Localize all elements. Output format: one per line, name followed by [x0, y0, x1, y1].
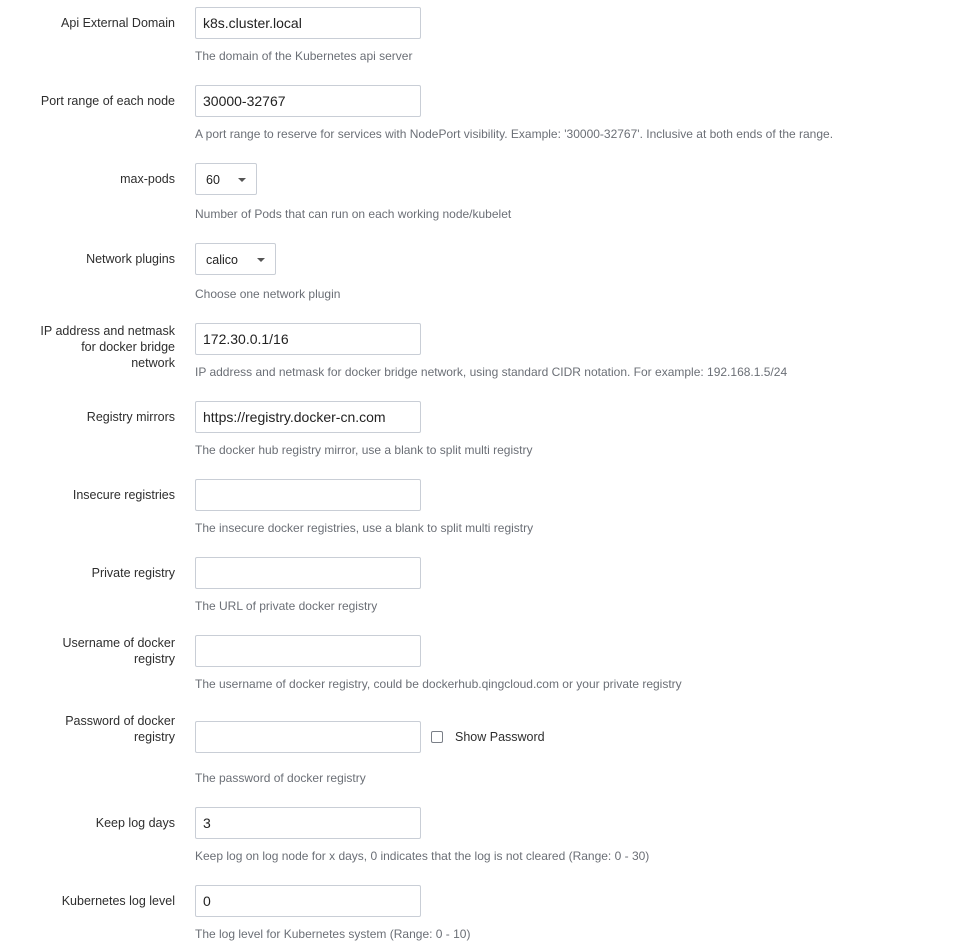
docker-bridge-label-line-2: for docker bridge — [81, 340, 175, 354]
show-password-label[interactable]: Show Password — [455, 730, 545, 744]
docker-bridge-label-line-1: IP address and netmask — [40, 324, 175, 338]
network-plugins-selected-value: calico — [206, 253, 238, 267]
k8s-log-level-label: Kubernetes log level — [61, 894, 175, 908]
insecure-registries-input[interactable] — [195, 479, 421, 511]
api-external-domain-input[interactable]: k8s.cluster.local — [195, 7, 421, 39]
port-range-help: A port range to reserve for services with NodePort visibility. Example: '30000-32767'. Inclusive at both ends of the range. — [195, 127, 834, 141]
max-pods-label: max-pods — [120, 172, 175, 186]
registry-username-label — [0, 635, 175, 667]
docker-bridge-help: IP address and netmask for docker bridge network, using standard CIDR notation. For example: 192.168.1.5/24 — [195, 365, 788, 379]
k8s-log-level-input[interactable]: 0 — [195, 885, 421, 917]
max-pods-help: Number of Pods that can run on each working node/kubelet — [195, 207, 512, 221]
registry-password-help: The password of docker registry — [195, 771, 366, 785]
insecure-registries-label: Insecure registries — [72, 488, 175, 502]
registry-mirrors-input[interactable]: https://registry.docker-cn.com — [195, 401, 421, 433]
network-plugins-select[interactable] — [195, 243, 276, 275]
network-plugins-help: Choose one network plugin — [195, 287, 341, 301]
keep-log-days-input[interactable]: 3 — [195, 807, 421, 839]
insecure-registries-help: The insecure docker registries, use a blank to split multi registry — [195, 521, 534, 535]
api-external-domain-label: Api External Domain — [61, 16, 175, 30]
private-registry-help: The URL of private docker registry — [195, 599, 378, 613]
port-range-input[interactable]: 30000-32767 — [195, 85, 421, 117]
keep-log-days-label: Keep log days — [95, 816, 175, 830]
chevron-down-icon — [238, 178, 246, 182]
max-pods-select[interactable] — [195, 163, 257, 195]
docker-bridge-label-line-3: network — [131, 356, 175, 370]
registry-password-label — [0, 713, 175, 745]
docker-bridge-label — [0, 323, 175, 371]
port-range-label: Port range of each node — [40, 94, 175, 108]
registry-username-label-line-2: registry — [134, 652, 175, 666]
network-plugins-label: Network plugins — [86, 252, 175, 266]
max-pods-selected-value: 60 — [206, 173, 220, 187]
registry-password-label-line-1: Password of docker — [65, 714, 175, 728]
registry-password-label-line-2: registry — [134, 730, 175, 744]
registry-username-input[interactable] — [195, 635, 421, 667]
registry-username-label-line-1: Username of docker — [62, 636, 175, 650]
private-registry-input[interactable] — [195, 557, 421, 589]
registry-mirrors-help: The docker hub registry mirror, use a blank to split multi registry — [195, 443, 533, 457]
keep-log-days-help: Keep log on log node for x days, 0 indicates that the log is not cleared (Range: 0 - 30) — [195, 849, 650, 863]
k8s-log-level-help: The log level for Kubernetes system (Range: 0 - 10) — [195, 927, 471, 941]
registry-mirrors-label: Registry mirrors — [86, 410, 175, 424]
chevron-down-icon — [257, 258, 265, 262]
show-password-checkbox[interactable] — [431, 731, 443, 743]
registry-username-help: The username of docker registry, could be dockerhub.qingcloud.com or your private registry — [195, 677, 682, 691]
private-registry-label: Private registry — [91, 566, 175, 580]
docker-bridge-input[interactable]: 172.30.0.1/16 — [195, 323, 421, 355]
registry-password-input[interactable] — [195, 721, 421, 753]
api-external-domain-help: The domain of the Kubernetes api server — [195, 49, 413, 63]
